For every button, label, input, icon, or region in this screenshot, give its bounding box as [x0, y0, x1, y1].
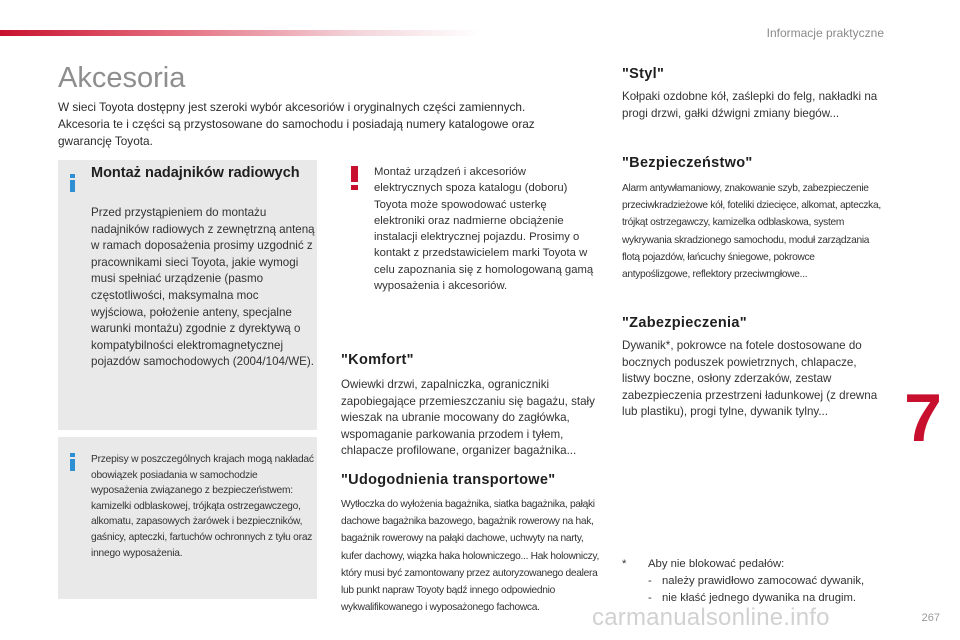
warning-panel: [337, 160, 595, 320]
footnote-intro: Aby nie blokować pedałów:: [648, 558, 785, 570]
footnote-item: - należy prawidłowo zamocować dywanik,: [648, 575, 865, 587]
zabezpieczenia-text: Dywanik*, pokrowce na fotele dostosowane do bocznych poduszek powietrznych, chlapacze, listwy boczne, osłony zderzaków, zestaw zabezpieczenia przestrzeni ładunkowej (z drewna lub plastiku), progi tylne, dywanik tylny...: [622, 339, 878, 419]
regulations-info-box: [58, 437, 317, 599]
info-icon: [70, 459, 75, 471]
footnote-item: - nie kłaść jednego dywanika na drugim.: [648, 592, 857, 604]
bezpieczenstwo-text: Alarm antywłamaniowy, znakowanie szyb, zabezpieczenie przeciwkradzieżowe kół, foteliki dziecięce, alkomat, apteczka, trójkąt ostrzegawczy, kamizelka odblaskowa, system wykrywania skradzionego samochodu, moduł zarządzania flotą pojazdów, łańcuchy śniegowe, pokrowce antypoślizgowe, reflektory przeciwmgłowe...: [622, 183, 881, 281]
footnote-marker: *: [622, 558, 627, 570]
transport-text: Wytłoczka do wyłożenia bagażnika, siatka bagażnika, pałąki dachowe bagażnika bazowego, bagażnik rowerowy na hak, bagażnik rowerowy na pałąki dachowe, uchwyty na narty, kufer dachowy, wiązka haka holowniczego... Hak holowniczy, który musi być zamontowany przez autoryzowanego dealera lub punkt napraw Toyoty bądź innego odpowiednio wykwalifikowanego i wyposażonego fachowca.: [341, 499, 599, 614]
styl-text: Kołpaki ozdobne kół, zaślepki do felg, nakładki na progi drzwi, gałki dźwigni zmiany biegów...: [622, 90, 878, 120]
watermark: carmanualsonline.info: [592, 604, 830, 631]
page-title: Akcesoria: [58, 62, 186, 94]
komfort-text: Owiewki drzwi, zapalniczka, ograniczniki zapobiegające przemieszczaniu się bagażu, stały wieszak na ubranie mocowany do zagłówka, wspomaganie parkowania przodem i tyłem, chlapacze profilowane, organizer bagażnika...: [341, 378, 595, 458]
zabezpieczenia-heading: "Zabezpieczenia": [622, 315, 747, 331]
info-icon: [70, 180, 75, 192]
styl-heading: "Styl": [622, 66, 665, 82]
section-header: Informacje praktyczne: [766, 26, 884, 40]
radio-info-box: [58, 160, 317, 430]
warning-icon: [351, 166, 358, 190]
radio-box-text: Przed przystąpieniem do montażu nadajników radiowych z zewnętrzną anteną w ramach doposażenia prosimy uzgodnić z pracownikami sieci Toyota, jakie wymogi musi spełniać urządzenie (pasmo częstotliwości, maksymalna moc wyjściowa, położenie anteny, specjalne warunki montażu) zgodnie z dyrektywą o kompatybilności elektromagnetycznej pojazdów samochodowych (2004/104/WE).: [91, 206, 315, 369]
transport-heading: "Udogodnienia transportowe": [341, 472, 556, 488]
komfort-heading: "Komfort": [341, 352, 414, 368]
warning-text: Montaż urządzeń i akcesoriów elektrycznych spoza katalogu (doboru) Toyota może spowodować usterkę elektroniki oraz nadmierne obciążenie instalacji elektrycznej pojazdu. Prosimy o kontakt z przedstawicielem marki Toyota w celu zapoznania się z homologowaną gamą wyposażenia i akcesoriów.: [374, 166, 594, 293]
radio-box-heading: Montaż nadajników radiowych: [91, 165, 300, 181]
page-number: 267: [921, 612, 940, 624]
intro-paragraph: W sieci Toyota dostępny jest szeroki wybór akcesoriów i oryginalnych części zamiennych. Akcesoria te i części są przystosowane do samochodu i posiadają numery katalogowe oraz gwarancję Toyota.: [58, 100, 535, 148]
header-accent-bar: [0, 30, 480, 36]
chapter-number: 7: [904, 380, 942, 456]
bezpieczenstwo-heading: "Bezpieczeństwo": [622, 155, 753, 171]
regulations-box-text: Przepisy w poszczególnych krajach mogą nakładać obowiązek posiadania w samochodzie wyposażenia związanego z bezpieczeństwem: kamizelki odblaskowej, trójkąta ostrzegawczego, alkomatu, zapasowych żarówek i bezpieczników, gaśnicy, apteczki, fartuchów ochronnych z tyłu oraz innego wyposażenia.: [91, 454, 314, 559]
